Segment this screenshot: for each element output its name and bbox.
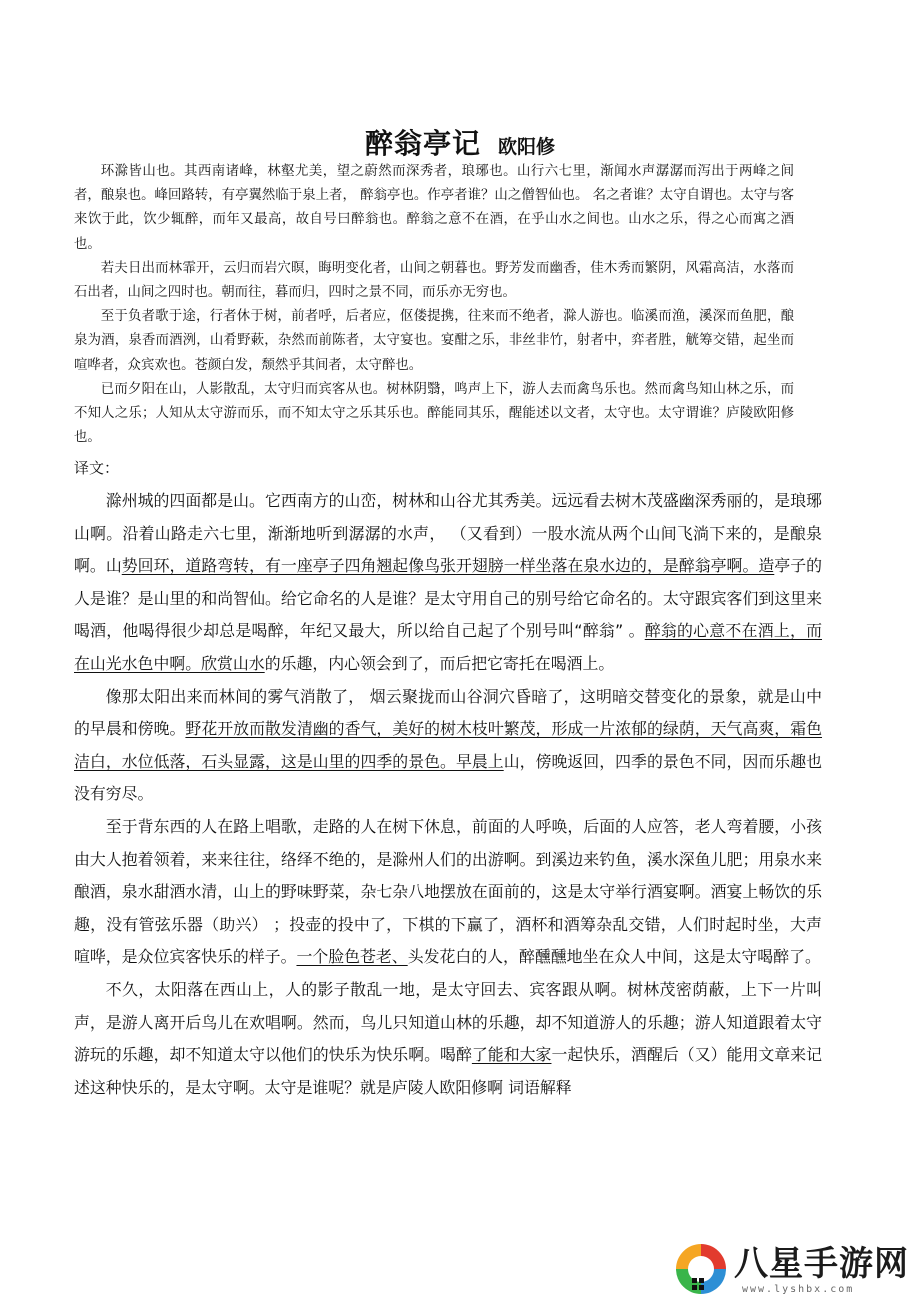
logo-square xyxy=(692,1278,697,1283)
logo-square xyxy=(692,1285,697,1290)
translation-text xyxy=(74,485,822,1104)
page-title: 醉翁亭记 xyxy=(364,127,481,160)
text-run: 像那太阳出来而林间的雾气消散了， 烟云聚拢而山谷洞穴昏暗了，这明暗交替变化的景象，就是山中的早晨和傍晚。 xyxy=(74,686,822,739)
translation-paragraph xyxy=(74,811,822,974)
site-logo-icon xyxy=(672,1240,730,1298)
text-run: 一起快乐，酒醒后（又）能用文章来记述这种快乐的，是太守啊。太守是谁呢？就是庐陵人欧阳修啊 词语解释 xyxy=(74,1045,823,1097)
watermark-logo xyxy=(672,1240,912,1300)
original-paragraph: 若夫日出而林霏开，云归而岩穴暝，晦明变化者，山间之朝暮也。野芳发而幽香，佳木秀而繁阴，风霜高洁，水落而石出者，山间之四时也。朝而往，暮而归，四时之景不同，而乐亦无穷也。 xyxy=(74,260,794,301)
text-run: 不久，太阳落在西山上，人的影子散乱一地，是太守回去、宾客跟从啊。树林茂密荫蔽，上下一片叫声，是游人离开后鸟儿在欢唱啊。然而，鸟儿只知道山林的乐趣，却不知道游人的乐趣；游人知道跟着太守游玩的乐趣，却不知道太守以他们的快乐为快乐啊。喝醉 xyxy=(74,979,822,1065)
underlined-text: 势回环，道路弯转，有一座亭子四角翘起像鸟张开翅膀一样坐落在泉水边的，是醉翁亭啊。造 xyxy=(121,556,775,576)
original-paragraph: 已而夕阳在山，人影散乱，太守归而宾客从也。树林阴翳，鸣声上下，游人去而禽鸟乐也。然而禽鸟知山林之乐，而不知人之乐；人知从太守游而乐，而不知太守之乐其乐也。醉能同其乐，醒能述以文者，太守也。太守谓谁？庐陵欧阳修也。 xyxy=(74,381,794,446)
logo-square xyxy=(699,1278,704,1283)
underlined-text: 野花开放而散发清幽的香气，美好的树木枝叶繁茂，形成一片浓郁的绿荫，天气高爽，霜色洁白，水位低落，石头显露，这是山里的四季的景色。早晨上 xyxy=(74,719,823,771)
text-run: 亭子的人是谁？是山里的和尚智仙。给它命名的人是谁？是太守用自己的别号给它命名的。太守跟宾客们到这里来喝酒，他喝得很少却总是喝醉，年纪又最大，所以给自己起了个别号叫“醉翁” 。 xyxy=(74,556,823,641)
underlined-text: 一个脸色苍老、 xyxy=(296,947,408,967)
translation-paragraph xyxy=(74,681,822,811)
text-run: 滁州城的四面都是山。它西南方的山峦，树林和山谷尤其秀美。远远看去树木茂盛幽深秀丽的，是琅琊山啊。沿着山路走六七里，渐渐地听到潺潺的水声， （又看到）一股水流从两个山间飞淌下来的，是酿泉啊。山 xyxy=(74,491,822,576)
text-run: 的乐趣，内心领会到了，而后把它寄托在喝酒上。 xyxy=(264,653,615,673)
text-run: 头发花白的人，醉醺醺地坐在众人中间，这是太守喝醉了。 xyxy=(407,947,821,967)
watermark-name: 八星手游网 xyxy=(734,1244,909,1284)
watermark-url: www.lyshbx.com xyxy=(742,1284,855,1295)
author-name: 欧阳修 xyxy=(498,136,556,158)
translation-paragraph xyxy=(74,974,822,1104)
title-row xyxy=(0,122,920,162)
translation-paragraph xyxy=(74,485,822,681)
original-paragraph: 至于负者歌于途，行者休于树，前者呼，后者应，伛偻提携，往来而不绝者，滁人游也。临溪而渔，溪深而鱼肥，酿泉为酒，泉香而酒洌，山肴野蔌，杂然而前陈者，太守宴也。宴酣之乐，非丝非竹，射者中，弈者胜，觥筹交错，起坐而喧哗者，众宾欢也。苍颜白发，颓然乎其间者，太守醉也。 xyxy=(74,309,794,373)
logo-square xyxy=(699,1285,704,1290)
text-run: 至于背东西的人在路上唱歌，走路的人在树下休息，前面的人呼唤，后面的人应答，老人弯着腰，小孩由大人抱着领着，来来往往，络绎不绝的，是滁州人们的出游啊。到溪边来钓鱼，溪水深鱼儿肥；用泉水来酿酒，泉水甜酒水清，山上的野味野菜，杂七杂八地摆放在面前的，这是太守举行酒宴啊。酒宴上畅饮的乐趣，没有管弦乐器（助兴） ；投壶的投中了，下棋的下赢了，酒杯和酒筹杂乱交错，人们时起时坐，大声喧哗，是众位宾客快乐的样子。 xyxy=(74,816,822,967)
original-text xyxy=(74,160,794,450)
original-paragraph: 环滁皆山也。其西南诸峰，林壑尤美，望之蔚然而深秀者，琅琊也。山行六七里，渐闻水声潺潺而泻出于两峰之间者，酿泉也。峰回路转，有亭翼然临于泉上者， 醉翁亭也。作亭者谁？山之僧智仙也。 名之者谁？太守自谓也。太守与客来饮于此，饮少辄醉，而年又最高，故自号曰醉翁也。醉翁之意不在酒，在乎山水之间也。山水之乐，得之心而寓之酒也。 xyxy=(74,164,794,252)
translation-label: 译文： xyxy=(74,459,120,477)
underlined-text: 醉翁的心意不在酒上，而在山光水色中啊。欣赏山水 xyxy=(74,621,823,673)
text-run: 山，傍晚返回，四季的景色不同，因而乐趣也没有穷尽。 xyxy=(74,751,823,804)
underlined-text: 了能和大家 xyxy=(471,1045,552,1065)
